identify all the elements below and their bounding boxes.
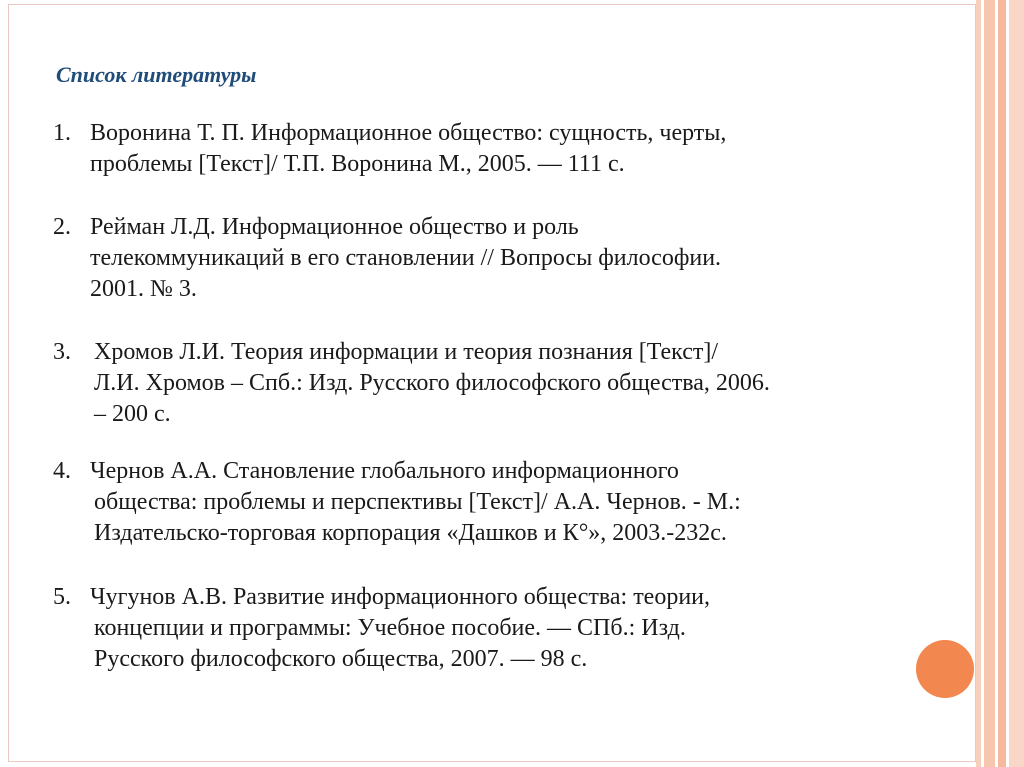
reference-line: телекоммуникаций в его становлении // Вопросы философии. xyxy=(90,245,722,271)
reference-line: Чернов А.А. Становление глобального информационного xyxy=(90,458,679,484)
reference-number: 5. xyxy=(53,584,71,610)
reference-number: 3. xyxy=(53,339,71,365)
decorative-circle xyxy=(916,640,974,698)
reference-line: Чугунов А.В. Развитие информационного общества: теории, xyxy=(90,584,711,610)
reference-line: – 200 с. xyxy=(94,401,171,427)
decorative-stripes xyxy=(976,0,1024,767)
reference-line: Издательско-торговая корпорация «Дашков и К°», 2003.-232с. xyxy=(94,520,727,546)
reference-line: общества: проблемы и перспективы [Текст]/ А.А. Чернов. - М.: xyxy=(94,489,741,515)
reference-line: проблемы [Текст]/ Т.П. Воронина М., 2005. — 111 с. xyxy=(90,151,625,177)
stripe xyxy=(998,0,1006,767)
reference-number: 1. xyxy=(53,120,71,146)
reference-line: Русского философского общества, 2007. — 98 с. xyxy=(94,646,588,672)
reference-item xyxy=(53,582,710,675)
stripe xyxy=(984,0,995,767)
reference-number: 4. xyxy=(53,458,71,484)
reference-line: концепции и программы: Учебное пособие. — СПб.: Изд. xyxy=(94,615,686,641)
reference-number: 2. xyxy=(53,214,71,240)
reference-item xyxy=(53,456,741,549)
reference-line: Л.И. Хромов – Спб.: Изд. Русского философского общества, 2006. xyxy=(94,370,770,396)
reference-line: Рейман Л.Д. Информационное общество и роль xyxy=(90,214,579,240)
reference-item xyxy=(53,212,721,305)
reference-line: Воронина Т. П. Информационное общество: сущность, черты, xyxy=(90,120,727,146)
stripe xyxy=(1009,0,1024,767)
reference-line: 2001. № 3. xyxy=(90,276,197,302)
slide-title: Список литературы xyxy=(56,62,257,87)
reference-item xyxy=(53,118,726,180)
reference-line: Хромов Л.И. Теория информации и теория познания [Текст]/ xyxy=(94,339,719,365)
reference-item xyxy=(53,337,770,430)
